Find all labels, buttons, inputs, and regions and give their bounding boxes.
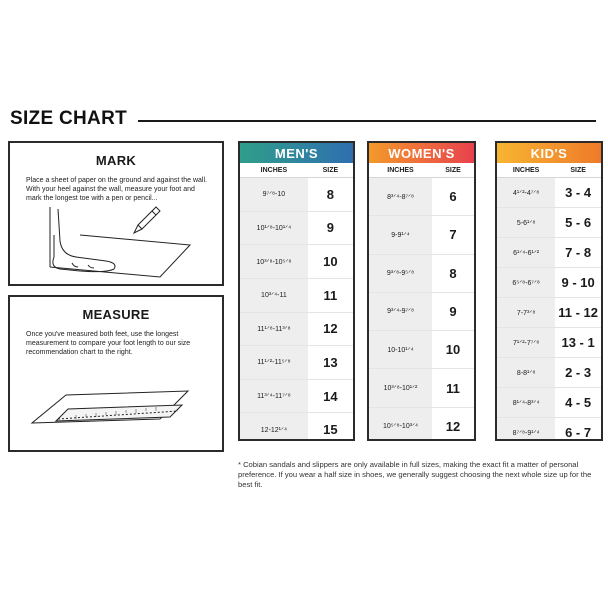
measure-heading: MEASURE	[82, 307, 150, 322]
table-row	[240, 412, 353, 441]
ruler-measuring-illustration	[10, 377, 222, 447]
table-row	[369, 330, 474, 368]
size-cell: 11	[446, 380, 460, 396]
table-row	[497, 267, 601, 297]
table-row	[369, 292, 474, 330]
size-cell: 3 - 4	[565, 185, 592, 200]
size-cell: 8	[449, 265, 457, 281]
size-cell: 9 - 10	[561, 275, 595, 290]
size-cell: 13 - 1	[561, 335, 595, 350]
pencil-icon	[134, 207, 160, 233]
table-row	[497, 207, 601, 237]
table-row	[240, 379, 353, 413]
inches-cell: 10³ᐟ⁸-10¹ᐟ²	[369, 369, 432, 406]
size-cell: 4 - 5	[565, 395, 592, 410]
mark-heading: MARK	[95, 153, 137, 168]
table-row	[240, 178, 353, 211]
size-column-header: SIZE	[570, 166, 586, 174]
inches-cell: 10⁵ᐟ⁸-10³ᐟ⁴	[369, 408, 432, 441]
inches-cell: 8³ᐟ⁴-8⁷ᐟ⁸	[369, 178, 432, 215]
table-row	[240, 244, 353, 278]
mark-instructions: Place a sheet of paper on the ground and against the wall. With your heel against the wall, measure your foot and mark the longest toe with a pen or pencil...	[26, 177, 207, 202]
size-cell: 2 - 3	[565, 365, 592, 380]
mens-chart-title: MEN'S	[240, 143, 353, 163]
size-cell: 9	[326, 220, 334, 236]
table-row	[369, 368, 474, 406]
inches-cell: 7-7³ᐟ⁸	[497, 298, 555, 327]
inches-cell: 5-6¹ᐟ⁸	[497, 208, 555, 237]
inches-column-header: INCHES	[512, 166, 540, 174]
inches-cell: 7¹ᐟ²-7⁷ᐟ⁸	[497, 328, 555, 357]
womens-chart-title: WOMEN'S	[369, 143, 474, 163]
size-cell: 10	[323, 254, 338, 270]
size-cell: 5 - 6	[565, 215, 592, 230]
table-row	[497, 357, 601, 387]
size-cell: 15	[323, 422, 338, 438]
size-cell: 8	[326, 186, 334, 202]
measure-panel	[8, 295, 224, 452]
inches-cell: 10³ᐟ⁸-10⁵ᐟ⁸	[240, 245, 308, 278]
table-row	[497, 417, 601, 441]
size-cell: 7	[449, 227, 457, 243]
table-row	[497, 178, 601, 207]
table-row	[497, 297, 601, 327]
size-column-header: SIZE	[322, 166, 339, 174]
table-row	[369, 407, 474, 441]
inches-cell: 8-8¹ᐟ⁸	[497, 358, 555, 387]
inches-cell: 6¹ᐟ⁴-6¹ᐟ²	[497, 238, 555, 267]
size-cell: 14	[323, 388, 338, 404]
size-cell: 10	[445, 342, 461, 358]
table-row	[240, 211, 353, 245]
footnote: * Cobian sandals and slippers are only available in full sizes, making the exact fit a matter of personal preference. If you wear a half size in shoes, we generally suggest choosing the next whole size up for the best fit.	[238, 460, 592, 489]
size-cell: 12	[323, 321, 338, 337]
inches-cell: 9³ᐟ⁴-9⁷ᐟ⁸	[369, 293, 432, 330]
inches-cell: 10¹ᐟ⁸-10¹ᐟ⁴	[240, 212, 308, 245]
size-cell: 7 - 8	[565, 245, 592, 260]
inches-cell: 4¹ᐟ²-4⁷ᐟ⁸	[497, 178, 555, 207]
size-cell: 13	[323, 354, 338, 370]
womens-column-headers	[369, 163, 474, 178]
inches-cell: 11³ᐟ⁴-11⁷ᐟ⁸	[240, 380, 308, 413]
table-row	[369, 178, 474, 215]
mens-column-headers	[240, 163, 353, 178]
inches-column-header: INCHES	[260, 166, 288, 174]
foot-marking-illustration	[10, 205, 222, 285]
inches-cell: 8¹ᐟ⁴-8³ᐟ⁴	[497, 388, 555, 417]
inches-cell: 6⁵ᐟ⁸-6⁷ᐟ⁸	[497, 268, 555, 297]
size-cell: 12	[445, 418, 461, 434]
mark-panel	[8, 141, 224, 286]
size-column-header: SIZE	[445, 166, 461, 174]
inches-cell: 8⁷ᐟ⁸-9¹ᐟ⁴	[497, 418, 555, 441]
measure-instructions: Once you've measured both feet, use the longest measurement to compare your foot length to our size recommendation chart to the right.	[26, 331, 191, 356]
table-row	[497, 237, 601, 267]
inches-cell: 9³ᐟ⁸-9⁵ᐟ⁸	[369, 255, 432, 292]
inches-column-header: INCHES	[387, 166, 414, 174]
table-row	[240, 345, 353, 379]
table-row	[369, 254, 474, 292]
title-rule	[138, 120, 596, 122]
kids-column-headers	[497, 163, 601, 178]
inches-cell: 9-9¹ᐟ⁴	[369, 216, 432, 253]
size-cell: 11 - 12	[558, 305, 598, 320]
size-cell: 9	[449, 303, 457, 319]
table-row	[240, 278, 353, 312]
inches-cell: 12-12¹ᐟ⁴	[240, 413, 308, 441]
table-row	[240, 312, 353, 346]
inches-cell: 9⁷ᐟ⁸-10	[240, 178, 308, 211]
mens-size-chart	[238, 141, 355, 441]
kids-chart-title: KID'S	[497, 143, 601, 163]
inches-cell: 10-10¹ᐟ⁴	[369, 331, 432, 368]
womens-size-chart	[367, 141, 476, 441]
table-row	[497, 327, 601, 357]
inches-cell: 10³ᐟ⁴-11	[240, 279, 308, 312]
size-cell: 6 - 7	[565, 425, 592, 440]
inches-cell: 11¹ᐟ²-11⁵ᐟ⁸	[240, 346, 308, 379]
kids-size-chart	[495, 141, 603, 441]
page-title: SIZE CHART	[10, 108, 127, 129]
size-cell: 6	[449, 189, 457, 205]
size-cell: 11	[323, 287, 338, 303]
inches-cell: 11¹ᐟ⁸-11³ᐟ⁸	[240, 313, 308, 346]
table-row	[369, 215, 474, 253]
table-row	[497, 387, 601, 417]
